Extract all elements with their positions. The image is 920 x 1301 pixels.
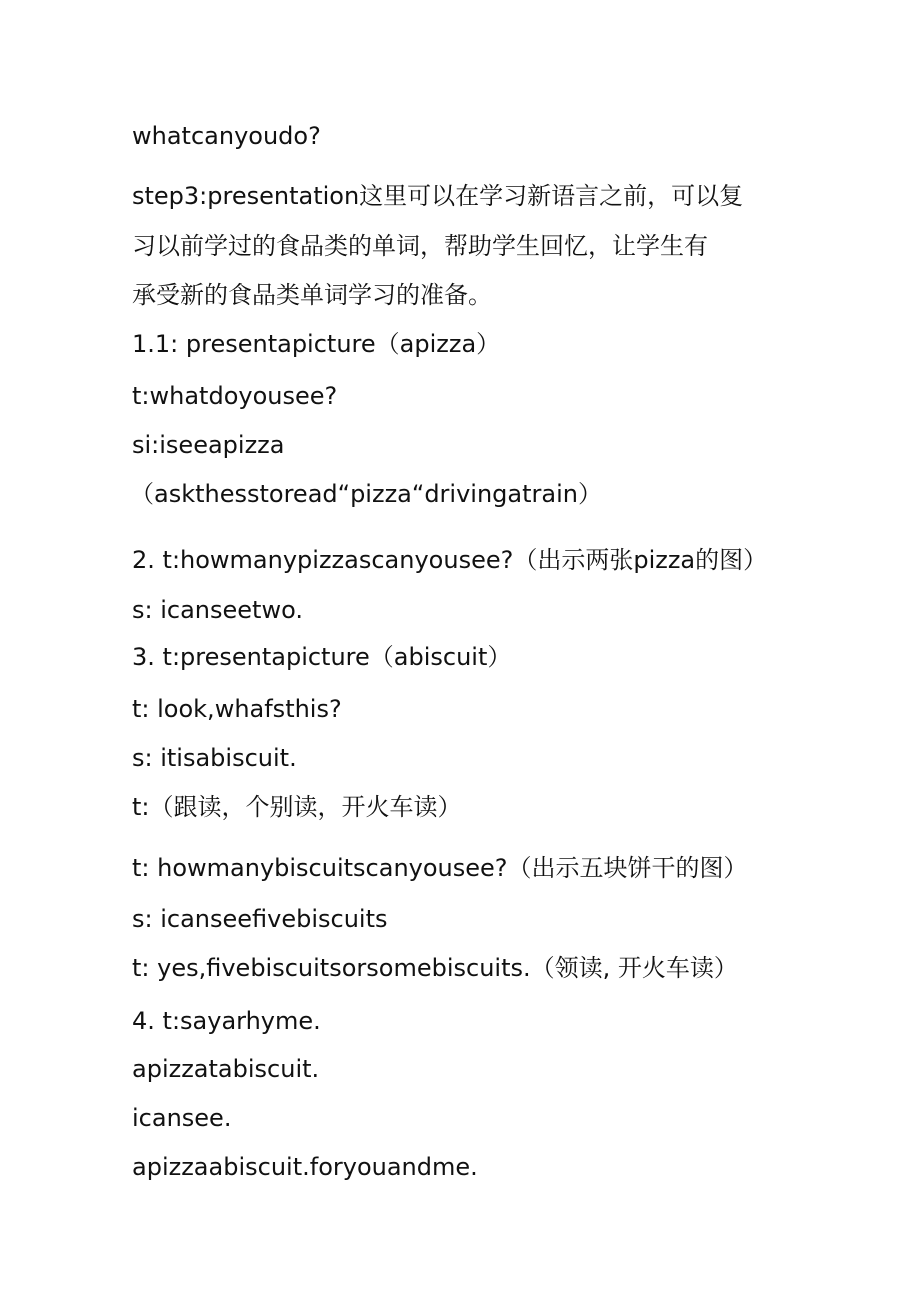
text-line-teacher-read: t:（跟读，个别读，开火车读） [132,793,462,821]
text-line-1-1: 1.1: presentapicture（apizza） [132,330,501,358]
text-line-rhyme-2: icansee. [132,1104,232,1132]
text-line-teacher-q1: t:whatdoyousee? [132,382,338,410]
text-line-teacher-yes: t: yes,fivebiscuitsorsomebiscuits.（领读, 开火车读） [132,954,738,982]
text-line-4: 4. t:sayarhyme. [132,1007,321,1035]
text-line-step3: step3:presentation这里可以在学习新语言之前，可以复 [132,182,744,210]
text-line-step3-cont-1: 习以前学过的食品类的单词，帮助学生回忆，让学生有 [132,232,708,260]
text-line-student-a1: si:iseeapizza [132,431,285,459]
text-line-student-a3: s: itisabiscuit. [132,744,297,772]
text-line-teacher-q3: t: look,whafsthis? [132,695,342,723]
text-line-teacher-q4: t: howmanybiscuitscanyousee?（出示五块饼干的图） [132,854,748,882]
text-line-step3-cont-2: 承受新的食品类单词学习的准备。 [132,281,492,309]
text-line-2: 2. t:howmanypizzascanyousee?（出示两张pizza的图） [132,546,768,574]
text-line-rhyme-1: apizzatabiscuit. [132,1055,320,1083]
text-line-instruction-1: （askthesstoread“pizza“drivingatrain） [130,480,602,508]
text-line-question: whatcanyoudo? [132,122,321,150]
text-line-student-a2: s: icanseetwo. [132,596,303,624]
text-line-3: 3. t:presentapicture（abiscuit） [132,643,512,671]
text-line-student-a4: s: icanseefivebiscuits [132,905,388,933]
text-line-rhyme-3: apizzaabiscuit.foryouandme. [132,1153,478,1181]
